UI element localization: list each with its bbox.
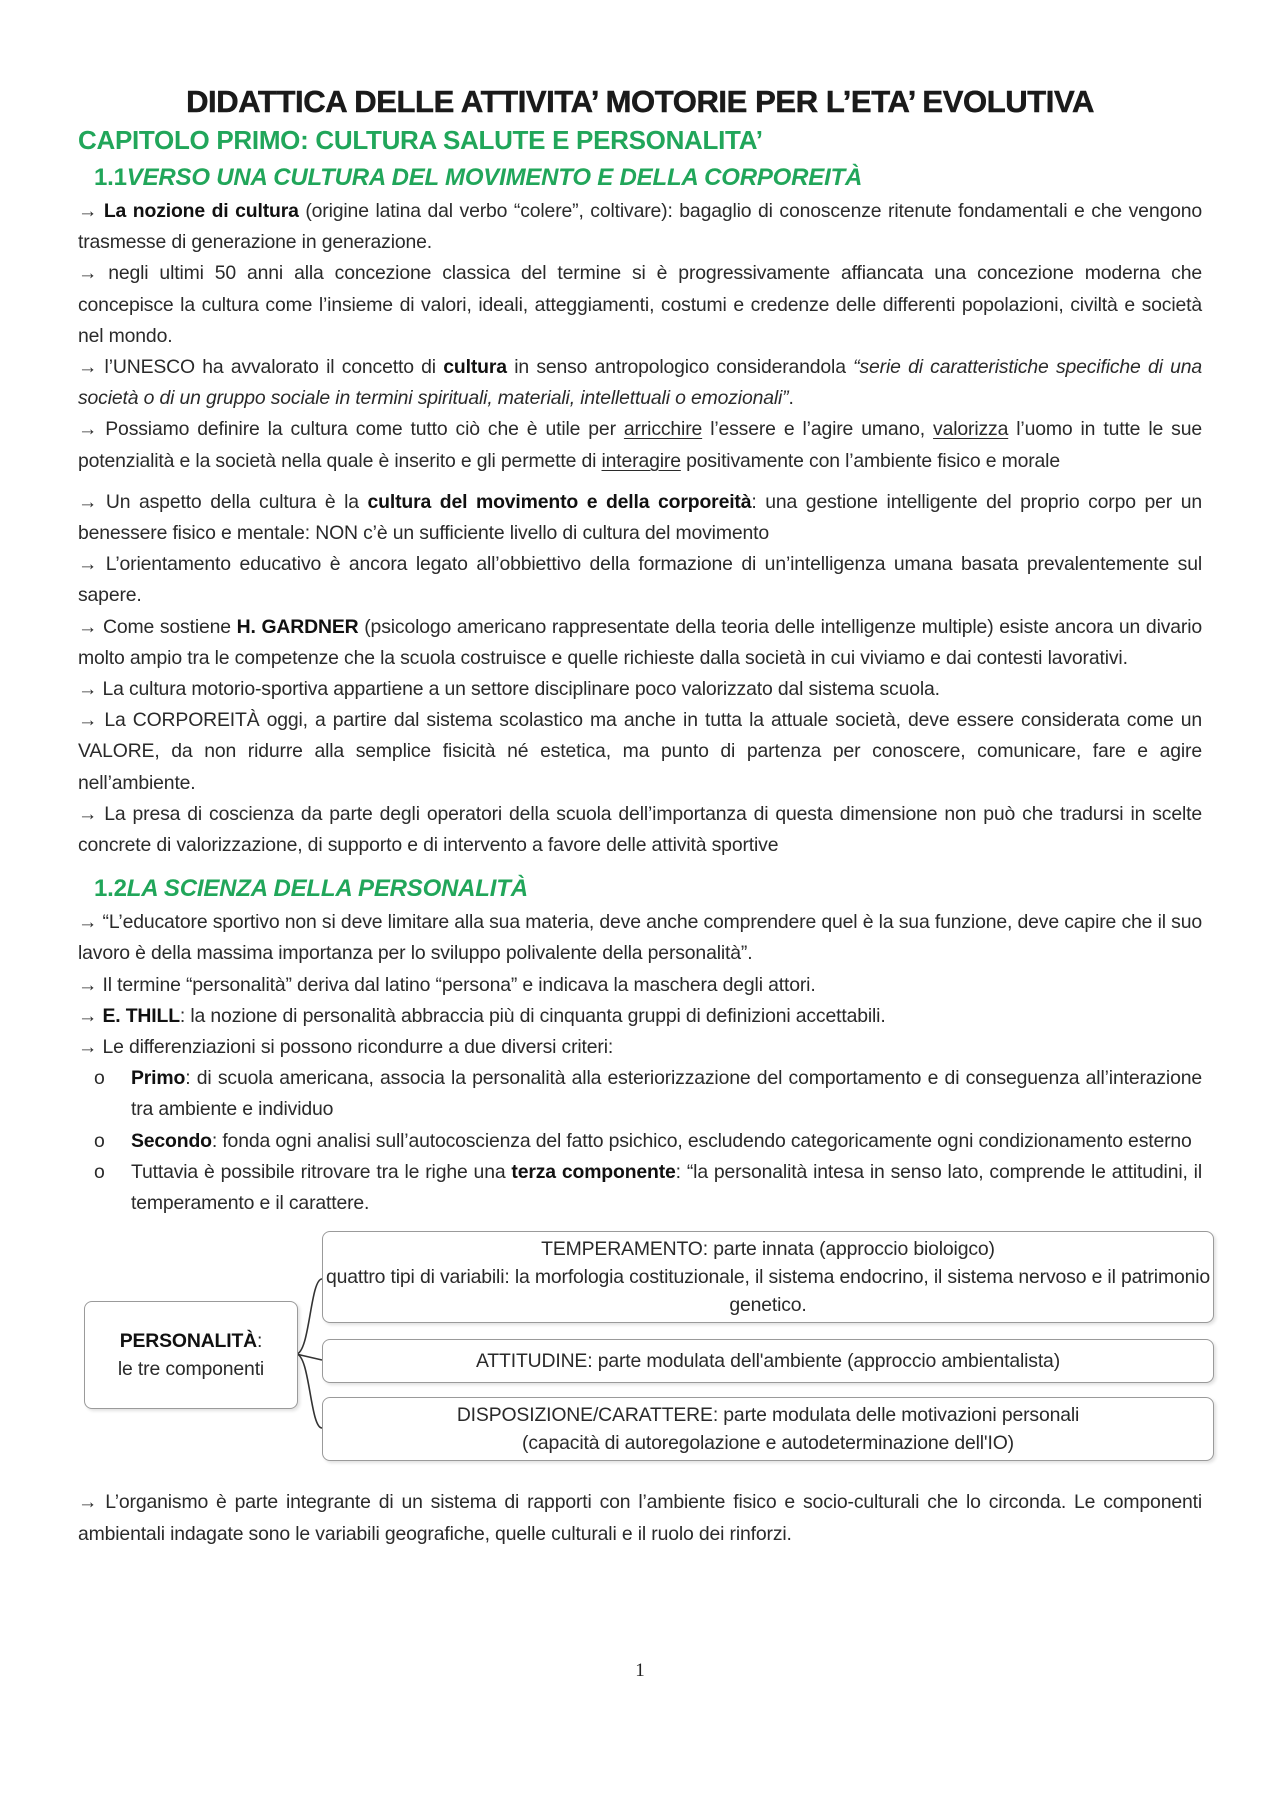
paragraph-gardner: → Come sostiene H. GARDNER (psicologo americano rappresentate della teoria delle intelligenze multiple) esiste ancora un divario molto ampio tra le competenze che la scuola costruisce e quelle richieste dalla società in cui viviamo e dai contesti lavorativi.	[78, 615, 1203, 669]
paragraph-corporeita: → La CORPOREITÀ oggi, a partire dal sistema scolastico ma anche in tutta la attuale società, deve essere considerata come un VALORE, da non ridurre alla semplice fisicità né estetica, ma punto di partenza per conoscere, comunicare, fare e agire nell’ambiente.	[78, 709, 1202, 794]
list-item: o Tuttavia è possibile ritrovare tra le righe una terza componente: “la personalità intesa in senso lato, comprende le attitudini, il temperamento e il carattere.	[78, 1157, 1202, 1219]
document-title: DIDATTICA DELLE ATTIVITA’ MOTORIE PER L’ETA’ EVOLUTIVA	[186, 84, 1094, 119]
page-number: 1	[635, 1660, 645, 1681]
paragraph-unesco: → l’UNESCO ha avvalorato il concetto di cultura in senso antropologico considerandola “serie di caratteristiche specifiche di una società o di un gruppo sociale in termini spirituali, materiali, intellettuali o emozionali”.	[78, 356, 1203, 410]
personality-title: PERSONALITÀ	[119, 1330, 258, 1353]
bullet-circle-icon: o	[94, 1160, 105, 1183]
paragraph-organismo: → L’organismo è parte integrante di un sistema di rapporti con l’ambiente fisico e socio-culturali che lo circonda. Le componenti ambientali indagate sono le variabili geografiche, quelle culturali e il ruolo dei rinforzi.	[78, 1491, 1202, 1545]
paragraph-cultura-movimento: → Un aspetto della cultura è la cultura del movimento e della corporeità: una gestione intelligente del proprio corpo per un benessere fisico e mentale: NON c’è un sufficiente livello di cultura del movimento	[78, 490, 1202, 545]
disposizione-box: DISPOSIZIONE/CARATTERE: parte modulata delle motivazioni personali (capacità di autoregolazione e autodeterminazione dell'IO)	[322, 1397, 1214, 1461]
paragraph-concezione-moderna: → negli ultimi 50 anni alla concezione classica del termine si è progressivamente affiancata una concezione moderna che concepisce la cultura come l’insieme di valori, ideali, atteggiamenti, costumi e credenze delle differenti popolazioni, civiltà e società nel mondo.	[78, 262, 1202, 347]
section-2-heading	[94, 871, 1202, 907]
criteria-list	[78, 1063, 1202, 1219]
personality-diagram	[78, 1225, 1211, 1487]
section-1-title: VERSO UNA CULTURA DEL MOVIMENTO E DELLA CORPOREITÀ	[126, 164, 863, 191]
personality-main-box: PERSONALITÀ: le tre componenti	[84, 1301, 298, 1409]
paragraph-cultura-nozione: → La nozione di cultura (origine latina dal verbo “colere”, coltivare): bagaglio di conoscenze ritenute fondamentali e che vengono trasmesse di generazione in generazione.	[78, 200, 1202, 254]
section-1-number: 1.1	[94, 164, 127, 191]
section-2-title: LA SCIENZA DELLA PERSONALITÀ	[126, 875, 528, 903]
section-2-number: 1.2	[94, 875, 127, 903]
list-item: o Primo: di scuola americana, associa la personalità alla esteriorizzazione del comportamento e di conseguenza all’interazione tra ambiente e individuo	[78, 1063, 1202, 1125]
paragraph-thill: → E. THILL: la nozione di personalità abbraccia più di cinquanta gruppi di definizioni accettabili.	[78, 1004, 886, 1027]
paragraph-definizione-cultura: → Possiamo definire la cultura come tutto ciò che è utile per arricchire l’essere e l’agire umano, valorizza l’uomo in tutte le sue potenzialità e la società nella quale è inserito e gli permette di interagire positivamente con l’ambiente fisico e morale	[78, 418, 1202, 472]
paragraph-termine-personalita: → Il termine “personalità” deriva dal latino “persona” e indicava la maschera degli attori.	[78, 973, 816, 996]
chapter-heading: CAPITOLO PRIMO: CULTURA SALUTE E PERSONALITA’	[78, 125, 763, 155]
bullet-circle-icon: o	[94, 1067, 105, 1090]
paragraph-cultura-motorio-sportiva: → La cultura motorio-sportiva appartiene a un settore disciplinare poco valorizzato dal sistema scuola.	[78, 678, 940, 701]
paragraph-differenziazioni: → Le differenziazioni si possono ricondurre a due diversi criteri:	[78, 1036, 614, 1059]
list-item: o Secondo: fonda ogni analisi sull’autocoscienza del fatto psichico, escludendo categoricamente ogni condizionamento esterno	[78, 1126, 1202, 1157]
section-1-heading	[94, 160, 1202, 196]
temperamento-box: TEMPERAMENTO: parte innata (approccio bioloigco) quattro tipi di variabili: la morfologia costituzionale, il sistema endocrino, il sistema nervoso e il patrimonio genetico.	[322, 1231, 1214, 1323]
paragraph-presa-coscienza: → La presa di coscienza da parte degli operatori della scuola dell’importanza di questa dimensione non può che tradursi in scelte concrete di valorizzazione, di supporto e di intervento a favore delle attività sportive	[78, 802, 1202, 857]
paragraph-orientamento-educativo: → L’orientamento educativo è ancora legato all’obbiettivo della formazione di un’intelligenza umana basata prevalentemente sul sapere.	[78, 553, 1202, 607]
document-page	[78, 82, 1211, 1550]
attitudine-box: ATTITUDINE: parte modulata dell'ambiente (approccio ambientalista)	[322, 1339, 1214, 1383]
bullet-circle-icon: o	[94, 1129, 105, 1152]
personality-subtitle: le tre componenti	[117, 1358, 265, 1381]
paragraph-educatore-sportivo: → “L’educatore sportivo non si deve limitare alla sua materia, deve anche comprendere quel è la sua funzione, deve capire che il suo lavoro è della massima importanza per lo sviluppo polivalente della personalità”.	[78, 911, 1202, 965]
